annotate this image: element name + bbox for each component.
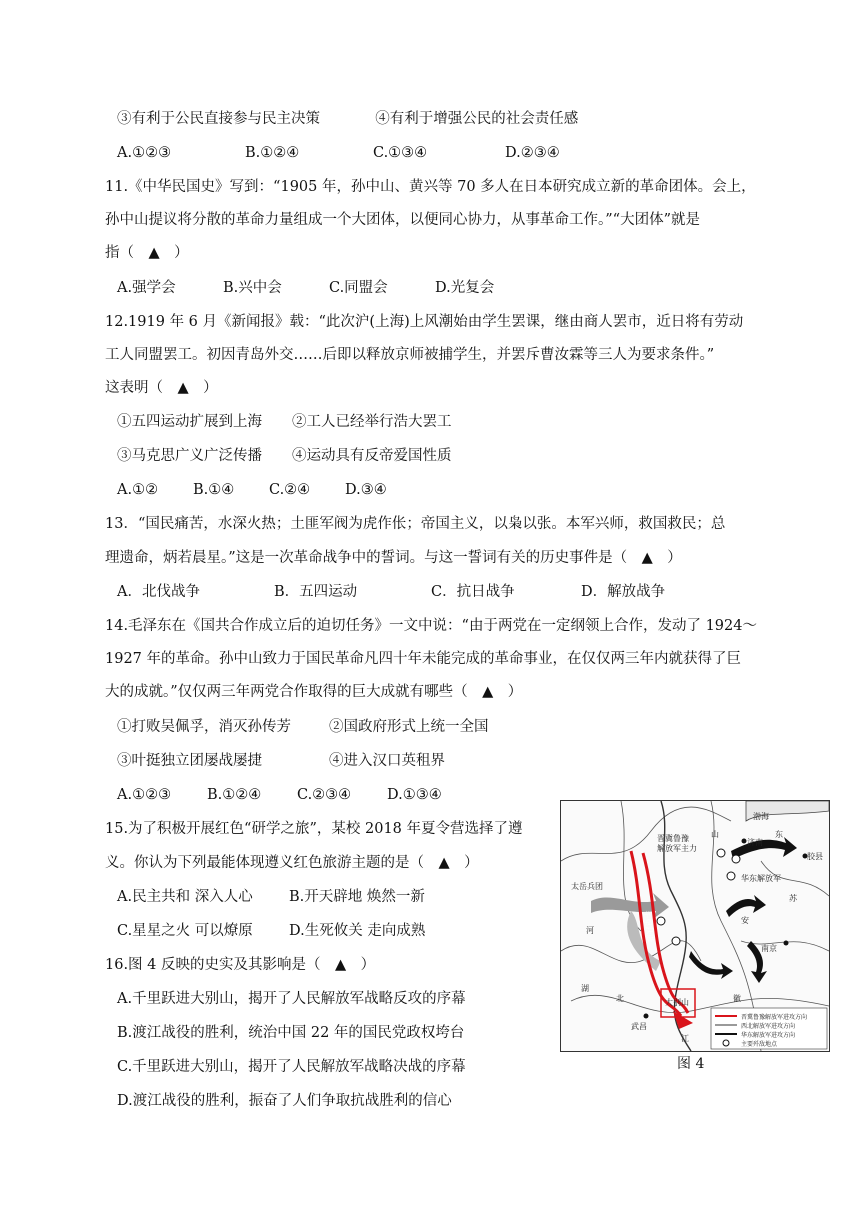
q15-option-c[interactable]: C.星星之火 可以燎原: [117, 923, 253, 939]
legend-2: 西北解放军进攻方向: [741, 1023, 796, 1030]
q12-line-3: 这表明（ ▲ ）: [105, 380, 218, 396]
label-jinjilu: 晋冀鲁豫: [657, 834, 689, 843]
legend-1: 晋冀鲁豫解放军进攻方向: [741, 1014, 808, 1021]
q11-option-a[interactable]: A.强学会: [117, 280, 176, 296]
q12-item-1: ①五四运动扩展到上海: [117, 414, 262, 430]
q12-options: [117, 479, 387, 501]
label-jiang: 江: [681, 1034, 689, 1043]
q10-option-d[interactable]: D.②③④: [505, 145, 560, 161]
figure-caption: 图 4: [677, 1056, 705, 1072]
label-red-route: 千里跃进: [641, 909, 656, 943]
label-jiaoxian: 胶县: [807, 852, 823, 861]
city-jinan: [742, 839, 747, 844]
black-arrow-2: [726, 895, 766, 917]
label-hu: 湖: [581, 984, 589, 993]
legend-swatch-4: [723, 1040, 729, 1046]
q13-option-d[interactable]: D．解放战争: [581, 584, 666, 600]
label-nanjing: 南京: [761, 944, 777, 953]
marker-1: [717, 849, 725, 857]
q12-line-1: 12.1919 年 6 月《新闻报》载：“此次沪(上海)上风潮始由学生罢课，继由商人罢市，近日将有劳动: [105, 314, 744, 330]
q13-option-a[interactable]: A．北伐战争: [117, 584, 200, 600]
q12-items-row-2: [117, 445, 452, 467]
q16-option-d[interactable]: D.渡江战役的胜利，振奋了人们争取抗战胜利的信心: [117, 1093, 452, 1109]
label-shan: 山: [711, 830, 719, 839]
q14-item-3: ③叶挺独立团屡战屡捷: [117, 753, 262, 769]
city-wuchang: [644, 1014, 649, 1019]
map-svg: [561, 801, 829, 1051]
q10-item-4: ④有利于增强公民的社会责任感: [375, 111, 579, 127]
label-an: 安: [741, 916, 749, 925]
q13-option-b[interactable]: B．五四运动: [274, 584, 358, 600]
q10-option-c[interactable]: C.①③④: [373, 145, 428, 161]
label-wuchang: 武昌: [631, 1022, 647, 1031]
q15-option-a[interactable]: A.民主共和 深入人心: [117, 889, 253, 905]
q16-option-a[interactable]: A.千里跃进大别山，揭开了人民解放军战略反攻的序幕: [117, 991, 466, 1007]
q16-stem: 16.图 4 反映的史实及其影响是（ ▲ ）: [105, 957, 376, 973]
q15-options-row-2: [117, 920, 425, 942]
q14-item-2: ②国政府形式上统一全国: [329, 719, 489, 735]
red-arrowhead: [673, 1011, 693, 1029]
marker-5: [657, 917, 665, 925]
label-jinan: 济南: [747, 838, 763, 847]
label-bohai: 渤海: [753, 812, 769, 821]
q10-option-a[interactable]: A.①②③: [117, 145, 172, 161]
river-1: [561, 807, 731, 861]
q12-items-row-1: [117, 411, 452, 433]
q12-option-b[interactable]: B.①④: [193, 482, 235, 498]
label-huadong: 华东解放军: [741, 874, 781, 883]
q10-options: [117, 142, 560, 164]
black-arrow-1: [731, 837, 797, 859]
q11-option-c[interactable]: C.同盟会: [329, 280, 388, 296]
q14-items-row-2: [117, 750, 445, 772]
q14-line-3: 大的成就。”仅仅两三年两党合作取得的巨大成就有哪些（ ▲ ）: [105, 684, 523, 700]
q13-line-2: 理遗命，炳若晨星。”这是一次革命战争中的誓词。与这一誓词有关的历史事件是（ ▲ ）: [105, 550, 682, 566]
city-nanjing: [784, 941, 789, 946]
q11-option-b[interactable]: B.兴中会: [223, 280, 282, 296]
q14-items-row-1: [117, 716, 489, 738]
label-hui: 徽: [733, 994, 741, 1003]
legend-3: 华东解放军进攻方向: [741, 1032, 796, 1039]
q12-line-2: 工人同盟罢工。初因青岛外交……后即以释放京师被捕学生，并罢斥曹汝霖等三人为要求条件。”: [105, 347, 715, 363]
q12-item-3: ③马克思广义广泛传播: [117, 448, 262, 464]
label-bei: 北: [616, 994, 624, 1003]
q11-line-2: 孙中山提议将分散的革命力量组成一个大团体，以便同心协力，从事革命工作。”“大团体”就是: [105, 212, 700, 228]
q15-options-row-1: [117, 886, 425, 908]
q10-item-3: ③有利于公民直接参与民主决策: [117, 111, 320, 127]
q11-option-d[interactable]: D.光复会: [435, 280, 495, 296]
q15-line-1: 15.为了积极开展红色“研学之旅”，某校 2018 年夏令营选择了遵: [105, 821, 523, 837]
q14-item-1: ①打败吴佩孚，消灭孙传芳: [117, 719, 291, 735]
q14-option-a[interactable]: A.①②③: [117, 787, 172, 803]
river-2: [561, 941, 701, 963]
label-jinjilu2: 解放军主力: [657, 844, 697, 853]
black-arrow-4: [689, 951, 733, 979]
q12-option-c[interactable]: C.②④: [269, 482, 311, 498]
label-dong: 东: [775, 830, 783, 839]
q11-line-3: 指（ ▲ ）: [105, 245, 189, 261]
label-su: 苏: [789, 894, 797, 903]
q13-options: [117, 581, 665, 603]
q10-option-b[interactable]: B.①②④: [245, 145, 300, 161]
q11-line-1: 11.《中华民国史》写到：“1905 年，孙中山、黄兴等 70 多人在日本研究成立新的革命团体。会上，: [105, 179, 756, 195]
q13-option-c[interactable]: C．抗日战争: [431, 584, 515, 600]
q14-options: [117, 784, 442, 806]
figure-4-map: [560, 800, 830, 1052]
q10-items-row: [117, 108, 578, 130]
label-he: 河: [586, 926, 594, 935]
q12-item-2: ②工人已经举行浩大罢工: [292, 414, 452, 430]
q15-option-b[interactable]: B.开天辟地 焕然一新: [289, 889, 425, 905]
q14-option-d[interactable]: D.①③④: [387, 787, 442, 803]
q12-option-d[interactable]: D.③④: [345, 482, 387, 498]
legend-4: 主要歼敌地点: [741, 1041, 778, 1048]
marker-2: [732, 855, 740, 863]
marker-3: [727, 872, 735, 880]
q12-option-a[interactable]: A.①②: [117, 482, 159, 498]
label-taiyue: 太岳兵团: [571, 882, 603, 891]
q13-line-1: 13．“国民痛苦，水深火热；土匪军阀为虎作伥；帝国主义，以枭以张。本军兴师，救国救民；总: [105, 516, 726, 532]
q15-line-2: 义。你认为下列最能体现遵义红色旅游主题的是（ ▲ ）: [105, 855, 479, 871]
q16-option-b[interactable]: B.渡江战役的胜利，统治中国 22 年的国民党政权垮台: [117, 1025, 465, 1041]
q14-line-1: 14.毛泽东在《国共合作成立后的迫切任务》一文中说：“由于两党在一定纲领上合作，发动了 1924～: [105, 618, 757, 634]
label-dabie: 大别山: [665, 998, 689, 1007]
q15-option-d[interactable]: D.生死攸关 走向成熟: [289, 923, 426, 939]
q16-option-c[interactable]: C.千里跃进大别山，揭开了人民解放军战略决战的序幕: [117, 1059, 466, 1075]
q11-options: [117, 277, 494, 299]
q14-option-c[interactable]: C.②③④: [297, 787, 352, 803]
q14-line-2: 1927 年的革命。孙中山致力于国民革命凡四十年未能完成的革命事业，在仅仅两三年内就获得了巨: [105, 651, 742, 667]
marker-4: [672, 937, 680, 945]
q12-item-4: ④运动具有反帝爱国性质: [292, 448, 452, 464]
q14-option-b[interactable]: B.①②④: [207, 787, 262, 803]
q14-item-4: ④进入汉口英租界: [329, 753, 445, 769]
